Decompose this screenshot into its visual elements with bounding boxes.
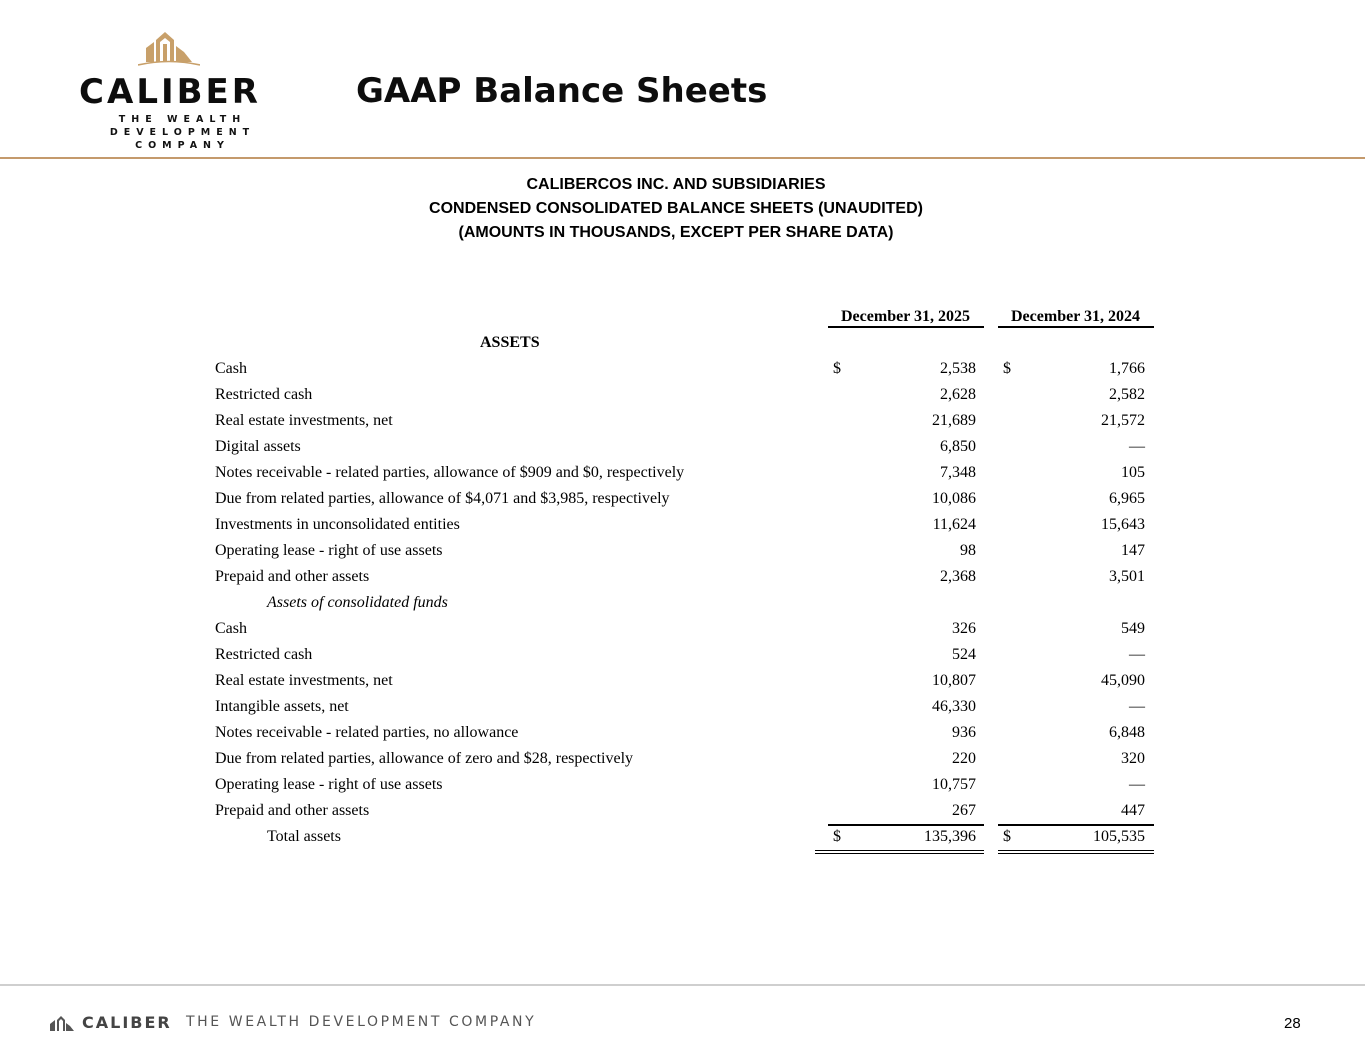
value-2025: 267 bbox=[952, 802, 976, 819]
logo-tagline-line2: COMPANY bbox=[135, 140, 230, 151]
table-row bbox=[215, 616, 1155, 642]
total-double-rule bbox=[998, 853, 1154, 854]
total-label: Total assets bbox=[267, 828, 341, 845]
logo-tagline-line1: THE WEALTH DEVELOPMENT bbox=[109, 114, 256, 138]
table-header-row bbox=[215, 304, 1155, 330]
section-row bbox=[215, 330, 1155, 356]
caliber-logo bbox=[70, 28, 300, 151]
table-row bbox=[215, 720, 1155, 746]
footer-tagline: THE WEALTH DEVELOPMENT COMPANY bbox=[186, 1014, 537, 1030]
value-2025: 10,086 bbox=[932, 490, 976, 507]
col-header-underline bbox=[828, 326, 984, 328]
value-2024: 2,582 bbox=[1109, 386, 1145, 403]
row-label: Restricted cash bbox=[215, 386, 313, 403]
value-2025: 936 bbox=[952, 724, 976, 741]
row-label: Cash bbox=[215, 620, 247, 637]
value-2025: 524 bbox=[952, 646, 976, 663]
col-header-underline bbox=[998, 326, 1154, 328]
value-2024: 549 bbox=[1121, 620, 1145, 637]
value-2025: 11,624 bbox=[932, 516, 976, 533]
value-2024: 3,501 bbox=[1109, 568, 1145, 585]
table-row bbox=[215, 356, 1155, 382]
value-2024: 15,643 bbox=[1101, 516, 1145, 533]
footer-divider bbox=[0, 984, 1365, 986]
value-2025: 21,689 bbox=[932, 412, 976, 429]
row-label: Real estate investments, net bbox=[215, 412, 393, 429]
table-row bbox=[215, 460, 1155, 486]
value-2024: 105 bbox=[1121, 464, 1145, 481]
table-row bbox=[215, 668, 1155, 694]
total-2024: 105,535 bbox=[1093, 828, 1145, 845]
building-logo-icon bbox=[138, 28, 200, 68]
total-2025: 135,396 bbox=[924, 828, 976, 845]
table-row bbox=[215, 512, 1155, 538]
col-header-2024: December 31, 2024 bbox=[1011, 308, 1140, 325]
table-row bbox=[215, 694, 1155, 720]
value-2024: 6,848 bbox=[1109, 724, 1145, 741]
row-label: Investments in unconsolidated entities bbox=[215, 516, 460, 533]
value-2024: — bbox=[1129, 438, 1145, 455]
value-2025: 98 bbox=[960, 542, 976, 559]
table-row bbox=[215, 434, 1155, 460]
row-label: Real estate investments, net bbox=[215, 672, 393, 689]
currency-symbol: $ bbox=[1003, 360, 1011, 377]
statement-company: CALIBERCOS INC. AND SUBSIDIARIES bbox=[526, 176, 826, 193]
row-label: Operating lease - right of use assets bbox=[215, 542, 443, 559]
currency-symbol: $ bbox=[833, 828, 841, 845]
value-2025: 6,850 bbox=[940, 438, 976, 455]
row-label: Digital assets bbox=[215, 438, 301, 455]
value-2024: 447 bbox=[1121, 802, 1145, 819]
table-row bbox=[215, 642, 1155, 668]
balance-sheet-table bbox=[215, 304, 1155, 850]
row-label: Notes receivable - related parties, allowance of $909 and $0, respectively bbox=[215, 464, 685, 481]
page-title: GAAP Balance Sheets bbox=[356, 71, 768, 111]
table-body bbox=[215, 356, 1155, 824]
value-2024: — bbox=[1129, 698, 1145, 715]
table-row bbox=[215, 382, 1155, 408]
value-2024: — bbox=[1129, 776, 1145, 793]
table-row bbox=[215, 408, 1155, 434]
value-2025: 46,330 bbox=[932, 698, 976, 715]
row-label: Operating lease - right of use assets bbox=[215, 776, 443, 793]
value-2025: 220 bbox=[952, 750, 976, 767]
table-row bbox=[215, 590, 1155, 616]
row-label: Cash bbox=[215, 360, 247, 377]
value-2025: 2,368 bbox=[940, 568, 976, 585]
value-2025: 2,538 bbox=[940, 360, 976, 377]
table-row bbox=[215, 772, 1155, 798]
value-2024: 1,766 bbox=[1109, 360, 1145, 377]
row-label: Restricted cash bbox=[215, 646, 313, 663]
section-assets: ASSETS bbox=[480, 334, 540, 351]
value-2025: 10,757 bbox=[932, 776, 976, 793]
value-2025: 326 bbox=[952, 620, 976, 637]
logo-tagline bbox=[70, 113, 295, 152]
col-header-2025: December 31, 2025 bbox=[841, 308, 970, 325]
row-label: Intangible assets, net bbox=[215, 698, 349, 715]
currency-symbol: $ bbox=[1003, 828, 1011, 845]
table-row bbox=[215, 746, 1155, 772]
value-2024: 6,965 bbox=[1109, 490, 1145, 507]
total-double-rule bbox=[815, 850, 984, 851]
subsection-label: Assets of consolidated funds bbox=[267, 594, 448, 611]
page-number: 28 bbox=[1284, 1015, 1301, 1032]
total-double-rule bbox=[815, 853, 984, 854]
table-row bbox=[215, 538, 1155, 564]
header-divider bbox=[0, 157, 1365, 159]
table-row bbox=[215, 798, 1155, 824]
value-2024: — bbox=[1129, 646, 1145, 663]
total-row bbox=[215, 824, 1155, 850]
table-row bbox=[215, 486, 1155, 512]
value-2024: 320 bbox=[1121, 750, 1145, 767]
value-2025: 2,628 bbox=[940, 386, 976, 403]
row-label: Due from related parties, allowance of $4,071 and $3,985, respectively bbox=[215, 490, 670, 507]
value-2024: 147 bbox=[1121, 542, 1145, 559]
value-2025: 7,348 bbox=[940, 464, 976, 481]
footer-wordmark: CALIBER bbox=[82, 1013, 172, 1032]
logo-wordmark: CALIBER bbox=[79, 72, 261, 112]
row-label: Prepaid and other assets bbox=[215, 802, 370, 819]
value-2025: 10,807 bbox=[932, 672, 976, 689]
building-logo-icon bbox=[48, 1014, 76, 1032]
table-row bbox=[215, 564, 1155, 590]
statement-title: CONDENSED CONSOLIDATED BALANCE SHEETS (UNAUDITED) bbox=[429, 200, 923, 217]
row-label: Due from related parties, allowance of zero and $28, respectively bbox=[215, 750, 634, 767]
currency-symbol: $ bbox=[833, 360, 841, 377]
value-2024: 45,090 bbox=[1101, 672, 1145, 689]
row-label: Prepaid and other assets bbox=[215, 568, 370, 585]
total-double-rule bbox=[998, 850, 1154, 851]
value-2024: 21,572 bbox=[1101, 412, 1145, 429]
statement-units: (AMOUNTS IN THOUSANDS, EXCEPT PER SHARE DATA) bbox=[458, 224, 894, 241]
row-label: Notes receivable - related parties, no allowance bbox=[215, 724, 519, 741]
